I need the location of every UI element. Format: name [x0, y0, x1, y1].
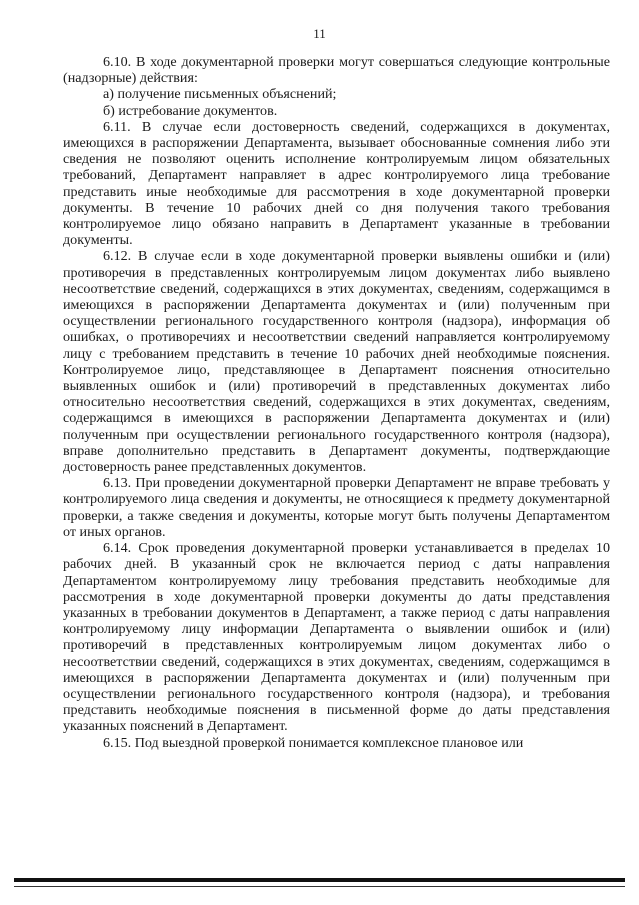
document-body	[63, 54, 610, 751]
scan-bottom-border-line	[14, 886, 625, 887]
list-item-a: а) получение письменных объяснений;	[103, 86, 337, 103]
paragraph-6-15: 6.15. Под выездной проверкой понимается комплексное плановое или	[103, 734, 524, 751]
scan-bottom-border	[14, 878, 625, 882]
paragraph-6-10: 6.10. В ходе документарной проверки могут совершаться следующие контрольные (надзорные) действия:	[63, 54, 610, 87]
paragraph-6-11: 6.11. В случае если достоверность сведений, содержащихся в документах, имеющихся в распоряжении Департамента, вызывает обоснованные сомнения либо эти сведения не позволяют оценить исполнение контролируемым лицом обязательных требований, Департамент направляет в адрес контролируемого лица требование представить иные необходимые для рассмотрения в ходе документарной проверки документы. В течение 10 рабочих дней со дня получения такого требования контролируемое лицо обязано направить в Департамент указанные в требовании документы.	[63, 118, 610, 249]
list-item-b: б) истребование документов.	[103, 102, 278, 119]
paragraph-6-12: 6.12. В случае если в ходе документарной проверки выявлены ошибки и (или) противоречия в представленных контролируемым лицом документах либо выявлено несоответствие сведений, содержащихся в этих документах, сведениям, содержащимся в имеющихся в распоряжении Департамента документах и (или) полученным при осуществлении регионального государственного контроля (надзора), информация об ошибках, о противоречиях и несоответствии сведений направляется контролируемому лицу с требованием представить в течение 10 рабочих дней необходимые пояснения. Контролируемое лицо, представляющее в Департамент пояснения относительно выявленных ошибок и (или) противоречий в представленных документах либо относительно несоответствия сведений, содержащихся в этих документах, сведениям, содержащимся в имеющихся в распоряжении Департамента документах и (или) полученным при осуществлении регионального государственного контроля (надзора), вправе дополнительно представить в Департамент документы, подтверждающие достоверность ранее представленных документов.	[63, 248, 610, 476]
page-number: 11	[313, 26, 326, 41]
paragraph-6-13: 6.13. При проведении документарной проверки Департамент не вправе требовать у контролируемого лица сведения и документы, не относящиеся к предмету документарной проверки, а также сведения и документы, которые могут быть получены Департаментом от иных органов.	[63, 475, 610, 540]
paragraph-6-14: 6.14. Срок проведения документарной проверки устанавливается в пределах 10 рабочих дней. В указанный срок не включается период с даты направления Департаментом контролируемому лицу требования представить необходимые для рассмотрения в ходе документарной проверки документы до даты представления указанных в требовании документов в Департамент, а также период с даты направления контролируемому лицу информации Департамента о выявлении ошибок и (или) противоречий в представленных контролируемым лицом документах либо о несоответствии сведений, содержащихся в этих документах, сведениям, содержащимся в имеющихся в распоряжении Департамента документах и (или) полученным при осуществлении регионального государственного контроля (надзора), и требования представить необходимые пояснения в письменной форме до даты представления указанных пояснений в Департамент.	[63, 540, 610, 735]
